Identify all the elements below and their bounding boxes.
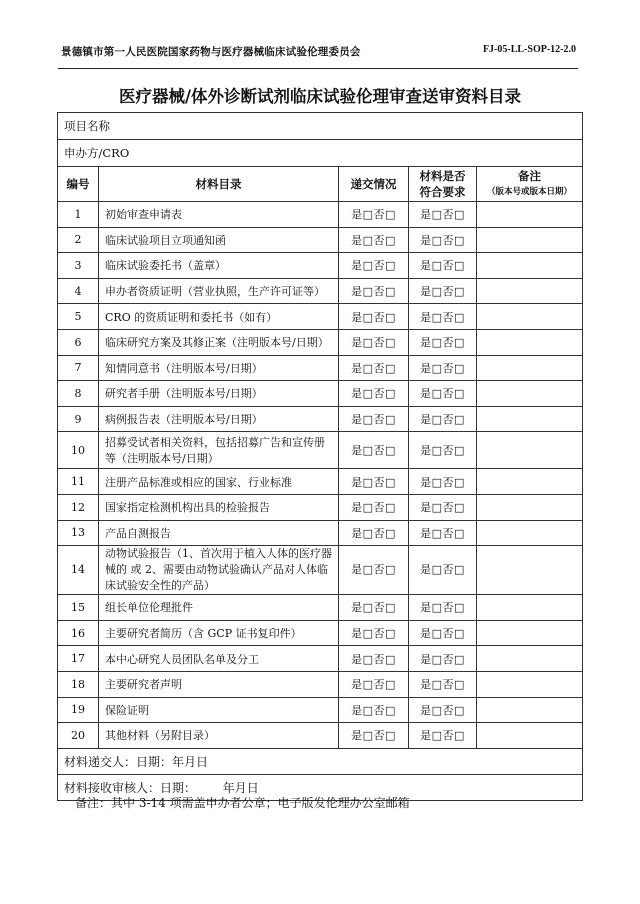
submitted-checkbox[interactable]: 是□否□ xyxy=(339,520,409,546)
remark-cell[interactable] xyxy=(477,671,583,697)
compliant-checkbox[interactable]: 是□否□ xyxy=(409,671,477,697)
row-number: 9 xyxy=(58,406,99,432)
compliant-checkbox[interactable]: 是□否□ xyxy=(409,227,477,253)
compliant-checkbox[interactable]: 是□否□ xyxy=(409,494,477,520)
remark-cell[interactable] xyxy=(477,406,583,432)
submitted-checkbox[interactable]: 是□否□ xyxy=(339,494,409,520)
submitted-checkbox[interactable]: 是□否□ xyxy=(339,697,409,723)
row-number: 14 xyxy=(58,546,99,595)
submitted-checkbox[interactable]: 是□否□ xyxy=(339,304,409,330)
material-name: 产品自测报告 xyxy=(99,520,339,546)
row-number: 10 xyxy=(58,432,99,469)
material-name: 招募受试者相关资料，包括招募广告和宣传册等（注明版本号/日期） xyxy=(99,432,339,469)
row-number: 8 xyxy=(58,381,99,407)
compliant-checkbox[interactable]: 是□否□ xyxy=(409,546,477,595)
table-row xyxy=(58,432,583,469)
remark-cell[interactable] xyxy=(477,329,583,355)
table-row xyxy=(58,202,583,228)
submitted-checkbox[interactable]: 是□否□ xyxy=(339,355,409,381)
table-row xyxy=(58,671,583,697)
table-row xyxy=(58,381,583,407)
submitter-row: 材料递交人：日期：年月日 xyxy=(58,748,583,774)
submitted-checkbox[interactable]: 是□否□ xyxy=(339,278,409,304)
table-row xyxy=(58,406,583,432)
material-name: 本中心研究人员团队名单及分工 xyxy=(99,646,339,672)
remark-cell[interactable] xyxy=(477,595,583,621)
table-row xyxy=(58,329,583,355)
submitted-checkbox[interactable]: 是□否□ xyxy=(339,253,409,279)
row-number: 19 xyxy=(58,697,99,723)
materials-table xyxy=(57,112,583,801)
compliant-checkbox[interactable]: 是□否□ xyxy=(409,381,477,407)
submitted-checkbox[interactable]: 是□否□ xyxy=(339,227,409,253)
compliant-checkbox[interactable]: 是□否□ xyxy=(409,595,477,621)
material-name: 动物试验报告（1、首次用于植入人体的医疗器械的 或 2、需要由动物试验确认产品对人体临床试验安全性的产品） xyxy=(99,546,339,595)
row-number: 17 xyxy=(58,646,99,672)
row-number: 16 xyxy=(58,620,99,646)
compliant-checkbox[interactable]: 是□否□ xyxy=(409,355,477,381)
remark-cell[interactable] xyxy=(477,620,583,646)
remark-cell[interactable] xyxy=(477,520,583,546)
remark-sublabel: （版本号或版本日期） xyxy=(487,187,573,197)
submitted-checkbox[interactable]: 是□否□ xyxy=(339,671,409,697)
material-name: CRO 的资质证明和委托书（如有） xyxy=(99,304,339,330)
submitted-checkbox[interactable]: 是□否□ xyxy=(339,546,409,595)
material-name: 注册产品标准或相应的国家、行业标准 xyxy=(99,469,339,495)
compliant-checkbox[interactable]: 是□否□ xyxy=(409,646,477,672)
table-row xyxy=(58,520,583,546)
row-number: 6 xyxy=(58,329,99,355)
compliant-checkbox[interactable]: 是□否□ xyxy=(409,723,477,749)
compliant-checkbox[interactable]: 是□否□ xyxy=(409,520,477,546)
material-name: 组长单位伦理批件 xyxy=(99,595,339,621)
remark-cell[interactable] xyxy=(477,494,583,520)
table-row xyxy=(58,278,583,304)
compliant-checkbox[interactable]: 是□否□ xyxy=(409,697,477,723)
remark-cell[interactable] xyxy=(477,202,583,228)
table-row xyxy=(58,355,583,381)
remark-cell[interactable] xyxy=(477,697,583,723)
table-row xyxy=(58,620,583,646)
compliant-checkbox[interactable]: 是□否□ xyxy=(409,304,477,330)
table-row xyxy=(58,227,583,253)
col-header-remark xyxy=(477,167,583,202)
remark-cell[interactable] xyxy=(477,546,583,595)
project-name-row: 项目名称 xyxy=(58,113,583,140)
remark-cell[interactable] xyxy=(477,723,583,749)
row-number: 20 xyxy=(58,723,99,749)
submitted-checkbox[interactable]: 是□否□ xyxy=(339,723,409,749)
material-name: 知情同意书（注明版本号/日期） xyxy=(99,355,339,381)
material-name: 临床试验项目立项通知函 xyxy=(99,227,339,253)
table-row xyxy=(58,304,583,330)
material-name: 病例报告表（注明版本号/日期） xyxy=(99,406,339,432)
material-name: 主要研究者简历（含 GCP 证书复印件） xyxy=(99,620,339,646)
row-number: 5 xyxy=(58,304,99,330)
row-number: 3 xyxy=(58,253,99,279)
col-header-compliant: 材料是否符合要求 xyxy=(409,167,477,202)
row-number: 1 xyxy=(58,202,99,228)
row-number: 18 xyxy=(58,671,99,697)
submitted-checkbox[interactable]: 是□否□ xyxy=(339,432,409,469)
remark-cell[interactable] xyxy=(477,278,583,304)
remark-cell[interactable] xyxy=(477,253,583,279)
table-row xyxy=(58,595,583,621)
table-header-row xyxy=(58,167,583,202)
remark-cell[interactable] xyxy=(477,432,583,469)
submitted-checkbox[interactable]: 是□否□ xyxy=(339,620,409,646)
row-number: 7 xyxy=(58,355,99,381)
remark-cell[interactable] xyxy=(477,381,583,407)
compliant-checkbox[interactable]: 是□否□ xyxy=(409,329,477,355)
table-row xyxy=(58,253,583,279)
compliant-checkbox[interactable]: 是□否□ xyxy=(409,432,477,469)
submitted-checkbox[interactable]: 是□否□ xyxy=(339,646,409,672)
material-name: 国家指定检测机构出具的检验报告 xyxy=(99,494,339,520)
material-name: 保险证明 xyxy=(99,697,339,723)
row-number: 2 xyxy=(58,227,99,253)
row-number: 15 xyxy=(58,595,99,621)
row-number: 11 xyxy=(58,469,99,495)
compliant-checkbox[interactable]: 是□否□ xyxy=(409,406,477,432)
material-name: 初始审查申请表 xyxy=(99,202,339,228)
submitted-checkbox[interactable]: 是□否□ xyxy=(339,469,409,495)
material-name: 主要研究者声明 xyxy=(99,671,339,697)
submitted-checkbox[interactable]: 是□否□ xyxy=(339,595,409,621)
material-name: 临床研究方案及其修正案（注明版本号/日期） xyxy=(99,329,339,355)
row-number: 13 xyxy=(58,520,99,546)
table-row xyxy=(58,494,583,520)
table-row xyxy=(58,646,583,672)
row-number: 12 xyxy=(58,494,99,520)
header-organization: 景德镇市第一人民医院国家药物与医疗器械临床试验伦理委员会 xyxy=(61,46,361,58)
footnote: 备注：其中 3-14 项需盖申办者公章；电子版发伦理办公室邮箱 xyxy=(75,796,410,810)
table-row xyxy=(58,546,583,595)
submitted-checkbox[interactable]: 是□否□ xyxy=(339,406,409,432)
compliant-checkbox[interactable]: 是□否□ xyxy=(409,620,477,646)
remark-cell[interactable] xyxy=(477,646,583,672)
material-name: 临床试验委托书（盖章） xyxy=(99,253,339,279)
header-divider xyxy=(58,68,578,69)
remark-cell[interactable] xyxy=(477,304,583,330)
compliant-checkbox[interactable]: 是□否□ xyxy=(409,278,477,304)
submitted-checkbox[interactable]: 是□否□ xyxy=(339,329,409,355)
submitted-checkbox[interactable]: 是□否□ xyxy=(339,202,409,228)
remark-cell[interactable] xyxy=(477,227,583,253)
table-row xyxy=(58,723,583,749)
compliant-checkbox[interactable]: 是□否□ xyxy=(409,469,477,495)
sponsor-row: 申办方/CRO xyxy=(58,140,583,167)
table-row xyxy=(58,697,583,723)
table-row xyxy=(58,469,583,495)
material-name: 其他材料（另附目录） xyxy=(99,723,339,749)
receiver-row: 材料接收审核人：日期： 年月日 xyxy=(58,774,583,800)
header-document-code: FJ-05-LL-SOP-12-2.0 xyxy=(482,44,576,55)
col-header-num: 编号 xyxy=(58,167,99,202)
compliant-checkbox[interactable]: 是□否□ xyxy=(409,253,477,279)
remark-cell[interactable] xyxy=(477,355,583,381)
row-number: 4 xyxy=(58,278,99,304)
material-name: 申办者资质证明（营业执照，生产许可证等） xyxy=(99,278,339,304)
submitted-checkbox[interactable]: 是□否□ xyxy=(339,381,409,407)
compliant-checkbox[interactable]: 是□否□ xyxy=(409,202,477,228)
material-name: 研究者手册（注明版本号/日期） xyxy=(99,381,339,407)
col-header-material: 材料目录 xyxy=(99,167,339,202)
col-header-submitted: 递交情况 xyxy=(339,167,409,202)
remark-label: 备注 xyxy=(518,169,541,183)
remark-cell[interactable] xyxy=(477,469,583,495)
document-title: 医疗器械/体外诊断试剂临床试验伦理审查送审资料目录 xyxy=(118,87,522,106)
